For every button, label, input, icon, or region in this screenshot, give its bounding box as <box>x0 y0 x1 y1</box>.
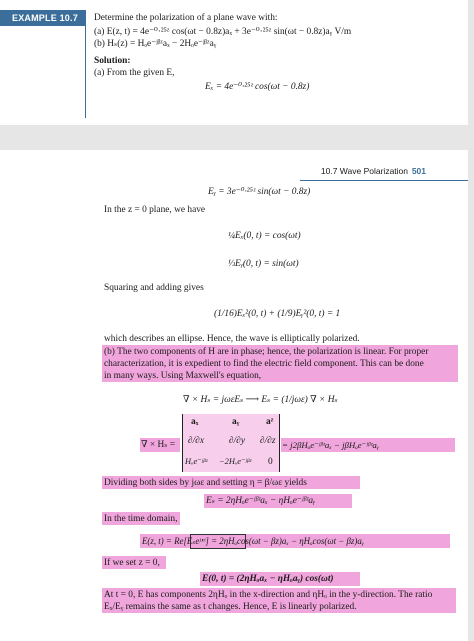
part-b-line3: in many ways. Using Maxwell's equation, <box>104 371 262 381</box>
part-a-statement: (a) E(z, t) = 4e⁻⁰·²⁵ᶻ cos(ωt − 0.8z)aₓ + 3e⁻⁰·²⁵ᶻ sin(ωt − 0.8z)aᵧ V/m <box>94 27 352 37</box>
example-badge: EXAMPLE 10.7 <box>0 10 85 26</box>
part-b-line2: characterization, it is expedient to find the electric field component. This can be done <box>104 359 424 369</box>
ex-equation: Eₓ = 4e⁻⁰·²⁵ᶻ cos(ωt − 0.8z) <box>205 82 310 92</box>
page-top <box>0 0 468 125</box>
eq-quarter-ex: ¼Eₓ(0, t) = cos(ωt) <box>228 231 301 241</box>
ellipse-equation: (1/16)Eₓ²(0, t) + (1/9)Eᵧ²(0, t) = 1 <box>214 309 341 319</box>
final-line2: Eₓ/Eᵧ remains the same as t changes. Hence, E is linearly polarized. <box>104 602 357 612</box>
matrix-r1c2: aᵧ <box>232 417 240 427</box>
matrix-r2c1: ∂/∂x <box>188 436 205 446</box>
matrix-r3c2: −2Hₒe⁻ʲᵝᶻ <box>219 457 252 466</box>
matrix-r1c3: aᶻ <box>266 417 274 427</box>
curl-matrix <box>182 414 280 472</box>
es-equation: Eₛ = 2ηHₒe⁻ʲᵝᶻaₓ − ηHₒe⁻ʲᵝᶻaᵧ <box>206 496 316 506</box>
page-number: 501 <box>411 166 426 176</box>
time-equation: E(z, t) = Re[Eₛeʲᵜᵗ] = 2ηHₒcos(ωt − βz)aₓ − ηHₒcos(ωt − βz)aᵧ <box>142 536 364 546</box>
running-title: 10.7 Wave Polarization <box>320 166 408 176</box>
matrix-r3c3: 0 <box>268 457 273 467</box>
matrix-r2c2: ∂/∂y <box>229 436 246 446</box>
page-bottom <box>0 150 468 641</box>
part-b-statement: (b) Hₛ(z) = Hₒe⁻ʲᵝᶻaₓ − 2Hₒe⁻ʲᵝᶻaᵧ <box>94 39 217 49</box>
curl-lhs: ∇ × Hₛ = <box>141 440 176 450</box>
curl-rhs: = j2βHₒe⁻ʲᵝᶻaₓ − jβHₒe⁻ʲᵝᶻaᵧ <box>282 440 379 450</box>
matrix-r2c3: ∂/∂z <box>260 436 276 446</box>
squaring-text: Squaring and adding gives <box>104 283 204 293</box>
problem-intro: Determine the polarization of a plane wave with: <box>94 13 278 23</box>
z0-plane-text: In the z = 0 plane, we have <box>104 205 206 215</box>
solution-label: Solution: <box>94 56 131 66</box>
solution-part-a: (a) From the given E, <box>94 68 175 78</box>
ellipse-conclusion: which describes an ellipse. Hence, the wave is elliptically polarized. <box>104 334 360 344</box>
dividing-text: Dividing both sides by jωε and setting η = β/ωε yields <box>104 478 307 488</box>
matrix-r1c1: aₓ <box>191 417 199 427</box>
maxwell-equation: ∇ × Hₛ = jωεEₛ ⟶ Eₛ = (1/jωε) ∇ × Hₛ <box>183 395 338 405</box>
time-domain-text: In the time domain, <box>104 514 178 524</box>
example-rule <box>85 10 86 118</box>
eq-third-ey: ⅓Eᵧ(0, t) = sin(ωt) <box>228 259 299 269</box>
z0-equation: E(0, t) = (2ηHₒaₓ − ηHₒaᵧ) cos(ωt) <box>202 574 334 584</box>
part-b-line1: (b) The two components of H are in phase; hence, the polarization is linear. For proper <box>104 347 429 357</box>
ey-equation: Eᵧ = 3e⁻⁰·²⁵ᶻ sin(ωt − 0.8z) <box>208 187 311 197</box>
header-rule <box>300 180 468 181</box>
matrix-r3c1: Hₒe⁻ʲᵝᶻ <box>185 457 208 466</box>
final-line1: At t = 0, E has components 2ηHₒ in the x-direction and ηHₒ in the y-direction. The ratio <box>104 590 433 600</box>
set-z-text: If we set z = 0, <box>104 558 160 568</box>
